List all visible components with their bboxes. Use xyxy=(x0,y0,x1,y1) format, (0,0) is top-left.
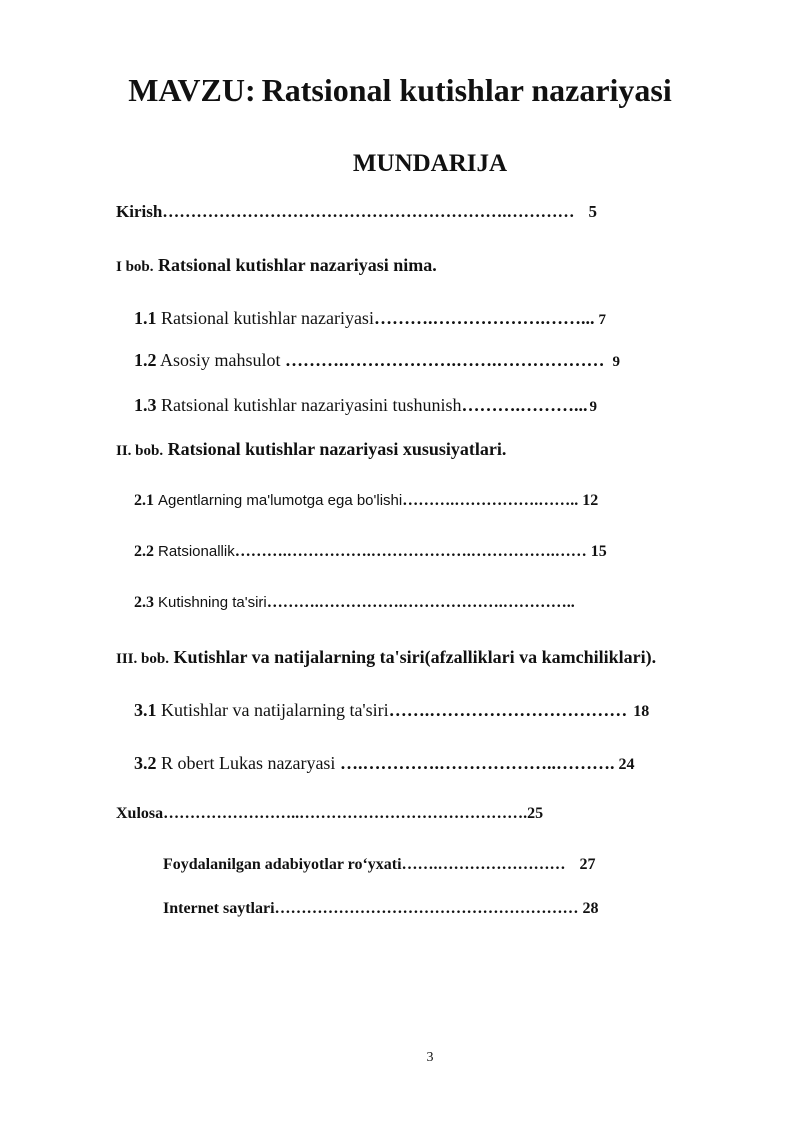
toc-leader: …………………………………………………….………… xyxy=(162,202,575,221)
toc-page-number: 27 xyxy=(579,856,596,873)
toc-section-3-2[interactable] xyxy=(134,754,634,773)
toc-section-1-3[interactable] xyxy=(134,396,597,415)
toc-leader: ……….…………….……………….………….. xyxy=(266,594,575,611)
toc-chapter-title: Ratsional kutishlar nazariyasi nima. xyxy=(158,255,437,275)
toc-page-number: 18 xyxy=(633,703,650,720)
contents-heading: MUNDARIJA xyxy=(352,150,508,177)
toc-section-title: Ratsional kutishlar nazariyasi xyxy=(161,308,374,328)
toc-entry-websites[interactable] xyxy=(163,901,599,917)
toc-leader: ……….…………….……………….…………….…… xyxy=(234,543,587,560)
toc-section-number: 2.2 xyxy=(134,543,154,560)
document-title xyxy=(0,72,800,109)
toc-leader: ……….……………….…….……………… xyxy=(285,350,605,370)
toc-page-number: 28 xyxy=(582,900,599,917)
toc-chapter-title: Kutishlar va natijalarning ta'siri(afzalliklari va kamchiliklari). xyxy=(173,647,657,667)
toc-section-number: 2.1 xyxy=(134,492,154,509)
toc-leader: ……….………... xyxy=(461,395,588,415)
toc-entry-intro[interactable] xyxy=(116,203,597,220)
toc-section-2-1[interactable] xyxy=(134,493,598,509)
toc-entry-text: Foydalanilgan adabiyotlar ro‘yxati xyxy=(163,856,402,873)
toc-leader: …….…………………… xyxy=(401,856,566,873)
toc-chapter-2[interactable] xyxy=(116,440,506,459)
toc-section-2-2[interactable] xyxy=(134,544,607,560)
toc-section-title: Ratsional kutishlar nazariyasini tushunish xyxy=(161,395,462,415)
toc-entry-text: Kirish xyxy=(116,202,163,221)
toc-page-number: 7 xyxy=(598,312,606,328)
toc-page-number: 5 xyxy=(588,202,598,221)
toc-section-number: 2.3 xyxy=(134,594,154,611)
title-label: MAVZU: xyxy=(128,72,256,108)
toc-leader: ….………….………………..………. xyxy=(339,753,615,773)
toc-section-title: R obert Lukas nazaryasi xyxy=(161,753,336,773)
toc-section-title: Asosiy mahsulot xyxy=(160,350,281,370)
toc-leader: …….…………………………… xyxy=(388,700,628,720)
title-text: Ratsional kutishlar nazariyasi xyxy=(261,72,672,108)
toc-page-number: 24 xyxy=(618,756,635,773)
toc-section-title: Kutishning ta'siri xyxy=(158,594,267,611)
toc-page-number: 9 xyxy=(589,399,597,415)
toc-section-number: 1.1 xyxy=(134,308,157,328)
toc-leader: ……………………..……………………………………. xyxy=(163,805,528,822)
toc-page-number: 9 xyxy=(612,354,621,370)
toc-leader: ……….……………….……... xyxy=(373,308,595,328)
toc-section-number: 1.3 xyxy=(134,395,157,415)
toc-entry-references[interactable] xyxy=(163,857,596,873)
toc-chapter-title: Ratsional kutishlar nazariyasi xususiyatlari. xyxy=(167,439,507,459)
toc-page-number: 25 xyxy=(527,805,544,822)
toc-section-3-1[interactable] xyxy=(134,701,649,720)
toc-entry-text: Xulosa xyxy=(116,805,164,822)
toc-leader: ……….…………….…….. xyxy=(402,492,579,509)
toc-section-title: Ratsionallik xyxy=(158,543,235,560)
toc-leader: ………………………………………………… xyxy=(274,900,579,917)
toc-section-title: Kutishlar va natijalarning ta'siri xyxy=(161,700,389,720)
toc-entry-conclusion[interactable] xyxy=(116,806,543,822)
toc-page-number: 12 xyxy=(582,492,599,509)
toc-section-2-3[interactable] xyxy=(134,595,575,611)
toc-section-number: 1.2 xyxy=(134,350,157,370)
toc-chapter-1[interactable] xyxy=(116,256,437,275)
toc-chapter-3[interactable] xyxy=(116,648,656,667)
toc-section-title: Agentlarning ma'lumotga ega bo'lishi xyxy=(158,492,403,509)
toc-section-1-1[interactable] xyxy=(134,309,606,328)
toc-section-number: 3.1 xyxy=(134,700,157,720)
toc-entry-text: Internet saytlari xyxy=(163,900,275,917)
toc-page-number: 15 xyxy=(590,543,607,560)
toc-chapter-number: I bob. xyxy=(116,259,154,275)
page-number: 3 xyxy=(426,1050,434,1065)
toc-section-1-2[interactable] xyxy=(134,351,620,370)
toc-chapter-number: II. bob. xyxy=(116,443,164,459)
toc-section-number: 3.2 xyxy=(134,753,157,773)
toc-chapter-number: III. bob. xyxy=(116,651,169,667)
